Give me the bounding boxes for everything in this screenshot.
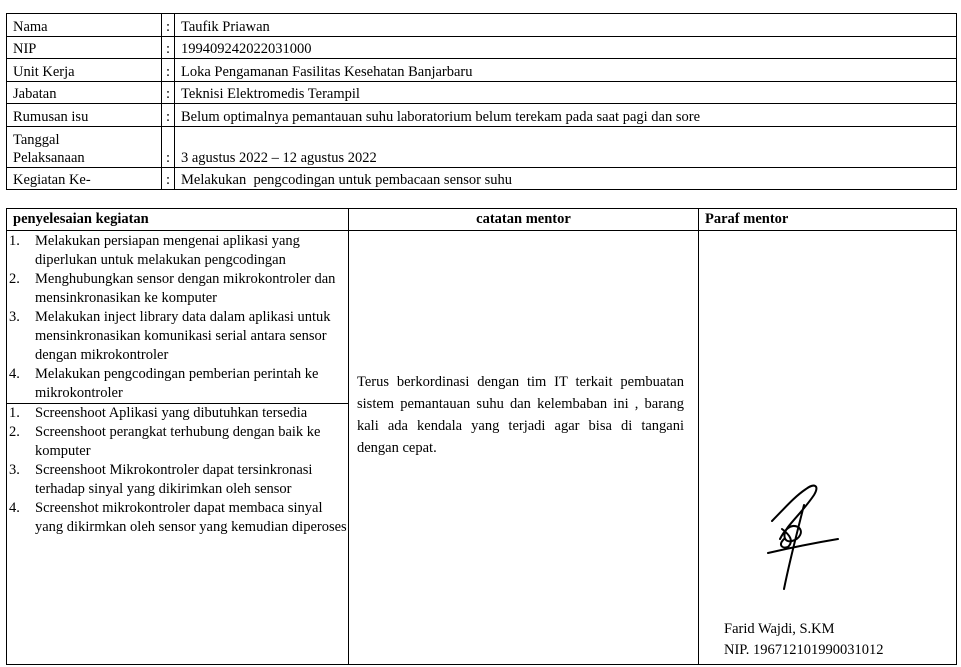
list-number: 4. <box>9 500 20 516</box>
info-value: Teknisi Elektromedis Terampil <box>175 81 957 104</box>
info-value: 3 agustus 2022 – 12 agustus 2022 <box>175 126 957 167</box>
info-label: NIP <box>7 36 162 59</box>
header-catatan: catatan mentor <box>349 209 699 231</box>
identity-table <box>6 13 957 190</box>
list-number: 2. <box>9 271 20 287</box>
catatan-cell <box>349 231 699 665</box>
activity-table <box>6 208 957 665</box>
list-number: 4. <box>9 366 20 382</box>
mentor-nip: NIP. 196712101990031012 <box>724 642 884 658</box>
info-row-jabatan <box>7 81 957 104</box>
info-label-line: Pelaksanaan <box>13 149 85 166</box>
info-row-isu <box>7 104 957 127</box>
info-value: Belum optimalnya pemantauan suhu laboratorium belum terekam pada saat pagi dan sore <box>175 104 957 127</box>
info-row-kegiatan <box>7 167 957 190</box>
info-separator: : <box>162 36 175 59</box>
info-row-tanggal <box>7 126 957 167</box>
info-separator: : <box>162 104 175 127</box>
info-value: Taufik Priawan <box>175 14 957 37</box>
list-item <box>7 270 348 308</box>
penyelesaian-cell <box>7 231 349 665</box>
list-text: Menghubungkan sensor dengan mikrokontroler dan mensinkronasikan ke komputer <box>35 271 336 306</box>
info-label: Rumusan isu <box>7 104 162 127</box>
info-label <box>7 126 162 167</box>
info-separator: : <box>162 167 175 190</box>
mentor-note: Terus berkordinasi dengan tim IT terkait pembuatan sistem pemantauan suhu dan kelembaban ini , barang kali ada kendala yang terjadi agar bisa di tangani dengan cepat. <box>357 374 684 456</box>
info-row-unit <box>7 59 957 82</box>
header-penyelesaian: penyelesaian kegiatan <box>7 209 349 231</box>
mentor-name: Farid Wajdi, S.KM <box>724 621 835 637</box>
info-separator: : <box>162 81 175 104</box>
info-row-name <box>7 14 957 37</box>
list-number: 2. <box>9 424 20 440</box>
info-label: Nama <box>7 14 162 37</box>
activity-header-row <box>7 209 957 231</box>
list-text: Melakukan inject library data dalam aplikasi untuk mensinkronasikan komunikasi serial antara sensor dengan mikrokontroler <box>35 309 331 363</box>
info-label: Jabatan <box>7 81 162 104</box>
info-separator: : <box>162 14 175 37</box>
list-item <box>7 232 348 270</box>
list-item <box>7 404 348 423</box>
info-value: 199409242022031000 <box>175 36 957 59</box>
outputs-list <box>7 403 348 537</box>
header-paraf: Paraf mentor <box>699 209 957 231</box>
list-number: 1. <box>9 405 20 421</box>
mentor-signature <box>754 479 844 594</box>
paraf-cell <box>699 231 957 665</box>
list-item <box>7 423 348 461</box>
list-item <box>7 308 348 365</box>
info-separator: : <box>162 126 175 167</box>
list-number: 1. <box>9 233 20 249</box>
steps-list <box>7 231 348 403</box>
list-number: 3. <box>9 309 20 325</box>
info-label: Kegiatan Ke- <box>7 167 162 190</box>
list-item <box>7 461 348 499</box>
info-label: Unit Kerja <box>7 59 162 82</box>
info-label-line: Tanggal <box>13 131 60 148</box>
list-text: Screenshoot Aplikasi yang dibutuhkan tersedia <box>35 405 308 421</box>
activity-body-row <box>7 231 957 665</box>
info-row-nip <box>7 36 957 59</box>
list-text: Screenshoot perangkat terhubung dengan baik ke komputer <box>35 424 321 459</box>
list-text: Melakukan persiapan mengenai aplikasi yang diperlukan untuk melakukan pengcodingan <box>35 233 300 268</box>
list-item <box>7 499 348 537</box>
list-item <box>7 365 348 403</box>
info-separator: : <box>162 59 175 82</box>
list-text: Melakukan pengcodingan pemberian perintah ke mikrokontroler <box>35 366 319 401</box>
info-value: Melakukan pengcodingan untuk pembacaan sensor suhu <box>175 167 957 190</box>
list-text: Screenshoot Mikrokontroler dapat tersinkronasi terhadap sinyal yang dikirimkan oleh sensor <box>35 462 313 497</box>
info-value: Loka Pengamanan Fasilitas Kesehatan Banjarbaru <box>175 59 957 82</box>
mentor-signature-block <box>724 619 884 661</box>
list-number: 3. <box>9 462 20 478</box>
list-text: Screenshot mikrokontroler dapat membaca sinyal yang dikirmkan oleh sensor yang kemudian diperoses <box>35 500 347 535</box>
